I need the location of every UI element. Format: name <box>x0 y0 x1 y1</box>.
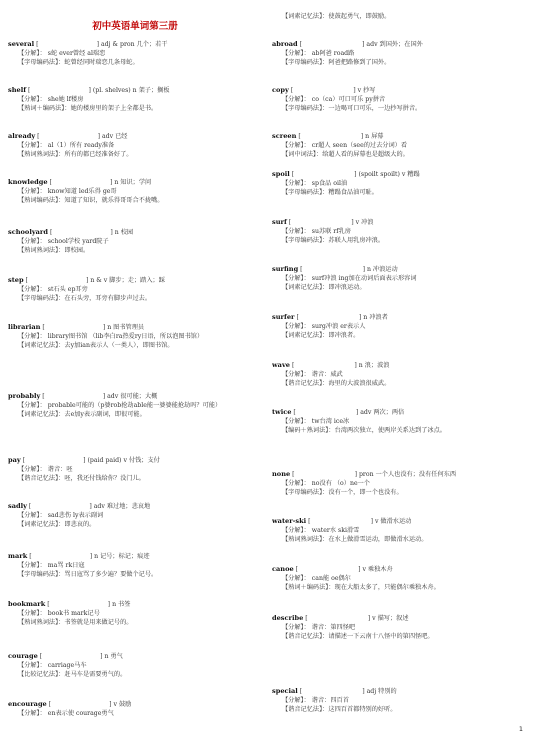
memory-tip-line: 【谐音记忆法】：请描述一下云南十八怪中的第四怪吧。 <box>282 633 434 641</box>
breakdown-line: 【分解】： she她 lf楼房 <box>18 96 84 104</box>
phonetic-open-bracket: [ <box>300 266 303 273</box>
phonetic-close-bracket: ] <box>102 324 106 331</box>
part-of-speech-meaning: n 知识；学问 <box>114 179 152 186</box>
headword-line <box>272 565 522 574</box>
part-of-speech-meaning: n 记号；标记；痕迹 <box>94 553 150 560</box>
headword-line <box>272 361 522 370</box>
breakdown-line: 【分解】： tw台湾 ice冰 <box>282 418 350 426</box>
part-of-speech-meaning: v 描写；叙述 <box>372 615 409 622</box>
phonetic-close-bracket: ] <box>97 133 100 140</box>
memory-tip-line: 【词中词法】：给超人看的屏幕也是超级大的。 <box>282 151 409 159</box>
phonetic-open-bracket: [ <box>308 518 311 525</box>
page-number: 1 <box>518 725 523 733</box>
phonetic-open-bracket: [ <box>296 314 299 321</box>
phonetic-open-bracket: [ <box>42 324 45 331</box>
word-entry <box>272 40 522 68</box>
headword-line <box>272 517 522 526</box>
breakdown-line: 【分解】： 谐音：呸 <box>18 466 73 474</box>
memory-tip-line: 【谐音记忆法】：呸，我还付钱给你？没门儿。 <box>18 475 145 483</box>
memory-tip-line: 【熟词＋编码法】：她的楼房里的架子上全都是书。 <box>18 105 158 113</box>
breakdown-line: 【分解】： 谐音：四百首 <box>282 697 349 705</box>
part-of-speech-meaning: (pl. shelves) n 架子；搁板 <box>92 87 170 94</box>
headword: screen <box>272 132 297 140</box>
memory-tip-line: 【词素记忆法】：去y加ian表示人（一类人），即图书馆。 <box>18 342 174 350</box>
phonetic-close-bracket: ] <box>367 615 371 622</box>
phonetic-close-bracket: ] <box>354 362 357 369</box>
phonetic-close-bracket: ] <box>89 553 93 560</box>
memory-tip-line: 【熟词熟词法】：即校园。 <box>18 247 90 255</box>
phonetic-close-bracket: ] <box>107 601 111 608</box>
breakdown-line: 【分解】： al（1）所有 ready准备 <box>18 142 115 150</box>
headword-line <box>8 552 258 561</box>
headword: abroad <box>272 40 298 48</box>
headword: sadly <box>8 502 27 510</box>
word-entry <box>8 228 258 256</box>
phonetic-close-bracket: ] <box>351 219 354 226</box>
headword: pay <box>8 456 21 464</box>
word-entry <box>272 218 522 246</box>
part-of-speech-meaning: pron 一个人也没有；没有任何东西 <box>358 471 457 478</box>
part-of-speech-meaning: n 浪；波浪 <box>358 362 390 369</box>
breakdown-line: 【分解】： 谐音：威武 <box>282 371 343 379</box>
part-of-speech-meaning: adj 特别的 <box>366 688 397 695</box>
headword-line <box>272 132 522 141</box>
part-of-speech-meaning: n 书签 <box>112 601 131 608</box>
phonetic-open-bracket: [ <box>305 615 308 622</box>
phonetic-close-bracket: ] <box>89 503 92 510</box>
phonetic-open-bracket: [ <box>39 653 43 660</box>
memory-tip-line: 【字母编码法】：糟蹋食品油可耻。 <box>282 189 378 197</box>
headword: copy <box>272 86 289 94</box>
phonetic-open-bracket: [ <box>48 701 52 708</box>
phonetic-close-bracket: ] <box>358 314 362 321</box>
phonetic-open-bracket: [ <box>28 503 32 510</box>
headword-line <box>272 470 522 479</box>
part-of-speech-meaning: (spoilt spoilt) v 糟蹋 <box>358 171 420 178</box>
headword: step <box>8 276 24 284</box>
word-entry <box>272 517 522 545</box>
phonetic-open-bracket: [ <box>49 179 52 186</box>
memory-tip-line: 【字母编码法】：没有一个，即一个也没有。 <box>282 489 403 497</box>
word-entry <box>8 178 258 206</box>
phonetic-open-bracket: [ <box>25 277 28 284</box>
headword-line <box>8 228 258 237</box>
part-of-speech-meaning: n 屏幕 <box>365 133 384 140</box>
phonetic-close-bracket: ] <box>360 133 364 140</box>
word-entry <box>272 408 522 436</box>
memory-tip-line: 【熟词熟词法】：在水上做滑雪运动，即做滑水运动。 <box>282 536 428 544</box>
headword-line <box>8 276 258 285</box>
headword: wave <box>272 361 290 369</box>
phonetic-close-bracket: ] <box>100 653 103 660</box>
breakdown-line: 【分解】： ma骂 rk日寇 <box>18 562 85 570</box>
phonetic-close-bracket: ] <box>362 688 365 695</box>
memory-tip-line: 【词素记忆法】：使鼓起勇气，即鼓励。 <box>282 13 391 20</box>
headword-line <box>272 687 522 696</box>
breakdown-line: 【分解】： 谐音：第四怪吧 <box>282 624 356 632</box>
breakdown-line: 【分解】： carriage马车 <box>18 662 87 670</box>
word-entry <box>272 614 522 642</box>
breakdown-line: 【分解】： probable可能的（p婆rob抢劫able能一婆婆能抢劫吗？可能） <box>18 402 222 410</box>
phonetic-open-bracket: [ <box>288 219 292 226</box>
part-of-speech-meaning: v 乘独木舟 <box>362 566 393 573</box>
breakdown-line: 【分解】： library图书馆 （lib李白ra热爱ry日语，所以泡图书馆） <box>18 333 204 341</box>
word-entry <box>272 565 522 593</box>
headword-line <box>8 600 258 609</box>
part-of-speech-meaning: adv 很可能；大概 <box>107 393 158 400</box>
phonetic-open-bracket: [ <box>299 688 303 695</box>
word-entry <box>272 687 522 715</box>
phonetic-close-bracket: ] <box>102 393 106 400</box>
part-of-speech-meaning: n 校园 <box>114 229 134 236</box>
word-entry <box>272 265 522 293</box>
phonetic-open-bracket: [ <box>49 229 53 236</box>
headword: bookmark <box>8 600 46 608</box>
headword: twice <box>272 408 292 416</box>
headword-line <box>272 86 522 95</box>
memory-tip-line: 【词素记忆法】：即冲浪者。 <box>282 332 360 340</box>
headword: librarian <box>8 323 41 331</box>
headword: knowledge <box>8 178 48 186</box>
headword-line <box>272 313 522 322</box>
part-of-speech-meaning: adv 难过地；悲哀地 <box>93 503 151 510</box>
headword: describe <box>272 614 304 622</box>
phonetic-close-bracket: ] <box>85 277 89 284</box>
headword-line <box>8 502 258 511</box>
headword: spoil <box>272 170 290 178</box>
word-entry <box>272 132 522 160</box>
part-of-speech-meaning: n 图书管理员 <box>107 324 145 331</box>
breakdown-line: 【分解】： co（ca）可口可乐 py拼音 <box>282 96 386 104</box>
breakdown-line: 【分解】： know知道 led乐得 ge哥 <box>18 188 117 196</box>
phonetic-close-bracket: ] <box>362 266 365 273</box>
headword-line <box>8 86 258 95</box>
phonetic-open-bracket: [ <box>42 393 45 400</box>
headword-line <box>8 178 258 187</box>
headword-line <box>8 652 258 661</box>
phonetic-close-bracket: ] <box>362 41 365 48</box>
phonetic-open-bracket: [ <box>290 87 294 94</box>
memory-tip-line: 【字母编码法】：蛇曾经同时瑞恋几条母蛇。 <box>18 59 139 67</box>
headword-line <box>272 265 522 274</box>
headword: already <box>8 132 36 140</box>
breakdown-line: 【分解】： water水 ski滑雪 <box>282 527 360 535</box>
phonetic-close-bracket: ] <box>96 41 99 48</box>
headword-line <box>8 700 258 709</box>
part-of-speech-meaning: v 做滑水运动 <box>374 518 412 525</box>
headword: schoolyard <box>8 228 49 236</box>
breakdown-line: 【分解】： st石头 ep耳旁 <box>18 286 88 294</box>
memory-tip-line: 【字母编码法】：阿爸把路修到了国外。 <box>282 59 391 67</box>
headword: water-ski <box>272 517 307 525</box>
word-entry <box>8 600 258 628</box>
phonetic-open-bracket: [ <box>291 171 295 178</box>
phonetic-close-bracket: ] <box>370 518 373 525</box>
breakdown-line: 【分解】： en表示使 courage勇气 <box>18 710 114 718</box>
headword: surf <box>272 218 287 226</box>
headword-line <box>272 614 522 623</box>
headword: none <box>272 470 291 478</box>
phonetic-close-bracket: ] <box>83 457 86 464</box>
phonetic-open-bracket: [ <box>36 41 39 48</box>
memory-tip-line: 【字母编码法】：一边喝可口可乐，一边抄写拼音。 <box>282 105 422 113</box>
word-entry <box>272 361 522 389</box>
memory-tip-line: 【词素记忆法】：即冲浪运动。 <box>282 284 366 292</box>
phonetic-open-bracket: [ <box>291 362 295 369</box>
word-entry <box>272 313 522 341</box>
phonetic-open-bracket: [ <box>28 87 31 94</box>
breakdown-line: 【分解】： sp食品 oil油 <box>282 180 348 188</box>
memory-tip-line: 【熟词编码法】：知道了知识，就乐得哥哥合不拢嘴。 <box>18 197 164 205</box>
phonetic-close-bracket: ] <box>358 566 361 573</box>
phonetic-close-bracket: ] <box>109 701 112 708</box>
headword: surfing <box>272 265 299 273</box>
word-entry <box>8 132 258 160</box>
breakdown-line: 【分解】： surg冲浪 er表示人 <box>282 323 366 331</box>
phonetic-open-bracket: [ <box>295 566 299 573</box>
phonetic-open-bracket: [ <box>298 133 301 140</box>
word-entry <box>8 86 258 114</box>
headword-line <box>8 323 258 332</box>
memory-tip-line: 【字母编码法】：苏联人用乳房冲浪。 <box>282 237 385 245</box>
breakdown-line: 【分解】： cr超人 seen（see的过去分词）看 <box>282 142 408 150</box>
headword-line <box>272 218 522 227</box>
word-entry <box>8 700 258 718</box>
part-of-speech-meaning: n 冲浪运动 <box>366 266 398 273</box>
headword: canoe <box>272 565 294 573</box>
part-of-speech-meaning: adj & pron 几个；若干 <box>100 41 168 48</box>
memory-tip-line: 【词素记忆法】：去e加y表示副词，即很可能。 <box>18 411 146 419</box>
breakdown-line: 【分解】： su苏联 rf乳房 <box>282 228 351 236</box>
headword: encourage <box>8 700 47 708</box>
headword-line <box>8 40 258 49</box>
memory-tip-line: 【比较记忆法】：赶马车是需要勇气的。 <box>18 671 127 679</box>
phonetic-open-bracket: [ <box>37 133 40 140</box>
word-entry <box>8 392 258 420</box>
breakdown-line: 【分解】： no没有 （o）ne一个 <box>282 480 370 488</box>
memory-tip-line: 【字母编码法】：骂日寇骂了多少遍？要做个记号。 <box>18 571 158 579</box>
breakdown-line: 【分解】： book书 mark记号 <box>18 610 100 618</box>
word-entry <box>8 502 258 530</box>
part-of-speech-meaning: v 冲浪 <box>355 219 374 226</box>
word-entry <box>8 456 258 484</box>
breakdown-line: 【分解】： surf冲浪 ing加在动词后面表示形容词 <box>282 275 417 283</box>
memory-tip-line: 【谐音记忆法】：海里的大波浪很威武。 <box>282 380 391 388</box>
phonetic-open-bracket: [ <box>47 601 50 608</box>
breakdown-line: 【分解】： sad悲伤 ly表示副词 <box>18 512 104 520</box>
breakdown-line: 【分解】： can能 oe偶尔 <box>282 575 351 583</box>
phonetic-close-bracket: ] <box>354 171 357 178</box>
phonetic-open-bracket: [ <box>299 41 303 48</box>
part-of-speech-meaning: n 勇气 <box>104 653 123 660</box>
word-entry <box>272 170 522 198</box>
word-entry <box>8 276 258 304</box>
headword: surfer <box>272 313 295 321</box>
phonetic-close-bracket: ] <box>354 471 357 478</box>
memory-tip-line: 【熟词＋编码法】：现在大船太多了，只能偶尔乘独木舟。 <box>282 584 440 592</box>
word-entry <box>8 40 258 68</box>
phonetic-close-bracket: ] <box>109 179 113 186</box>
headword-line <box>272 40 522 49</box>
headword: several <box>8 40 35 48</box>
word-entry <box>272 12 522 21</box>
part-of-speech-meaning: v 鼓励 <box>113 701 132 708</box>
word-entry <box>8 323 258 351</box>
word-entry <box>8 652 258 680</box>
headword-line <box>272 170 522 179</box>
headword-line <box>272 408 522 417</box>
phonetic-close-bracket: ] <box>88 87 91 94</box>
memory-tip-line: 【熟词熟词法】：所有的都已经准备好了。 <box>18 151 133 159</box>
headword-line <box>8 456 258 465</box>
phonetic-open-bracket: [ <box>293 409 296 416</box>
memory-tip-line: 【字母编码法】：在石头旁，耳旁有脚步声过去。 <box>18 295 152 303</box>
part-of-speech-meaning: (paid paid) v 付钱；支付 <box>87 457 160 464</box>
headword: probably <box>8 392 41 400</box>
phonetic-close-bracket: ] <box>355 409 359 416</box>
phonetic-close-bracket: ] <box>353 87 356 94</box>
word-entry <box>272 86 522 114</box>
word-entry <box>8 552 258 580</box>
breakdown-line: 【分解】： ab阿爸 road路 <box>282 50 355 58</box>
headword: mark <box>8 552 28 560</box>
headword: special <box>272 687 298 695</box>
headword-line <box>8 392 258 401</box>
part-of-speech-meaning: adv 两次；两倍 <box>360 409 405 416</box>
part-of-speech-meaning: adv 已经 <box>101 133 128 140</box>
phonetic-open-bracket: [ <box>292 471 295 478</box>
headword: shelf <box>8 86 27 94</box>
part-of-speech-meaning: n & v 脚步；走；踏入；踩 <box>90 277 165 284</box>
word-entry <box>272 470 522 498</box>
breakdown-line: 【分解】： school学校 yard院子 <box>18 238 109 246</box>
breakdown-line: 【分解】： s蛇 ever曾经 al瑞恋 <box>18 50 106 58</box>
memory-tip-line: 【词素记忆法】：即悲哀的。 <box>18 521 96 529</box>
part-of-speech-meaning: v 抄写 <box>357 87 376 94</box>
page-title: 初中英语单词第三册 <box>92 21 178 32</box>
part-of-speech-meaning: adv 到国外；在国外 <box>366 41 423 48</box>
headword-line <box>8 132 258 141</box>
phonetic-open-bracket: [ <box>22 457 26 464</box>
phonetic-close-bracket: ] <box>110 229 113 236</box>
part-of-speech-meaning: n 冲浪者 <box>363 314 388 321</box>
memory-tip-line: 【谐音记忆法】：这四百首都特别的好听。 <box>282 706 397 714</box>
phonetic-open-bracket: [ <box>29 553 32 560</box>
memory-tip-line: 【熟词熟词法】：书签就是用来做记号的。 <box>18 619 133 627</box>
memory-tip-line: 【编码＋熟词法】：台湾两次独立，使两岸关系达到了冰点。 <box>282 427 446 435</box>
headword: courage <box>8 652 38 660</box>
